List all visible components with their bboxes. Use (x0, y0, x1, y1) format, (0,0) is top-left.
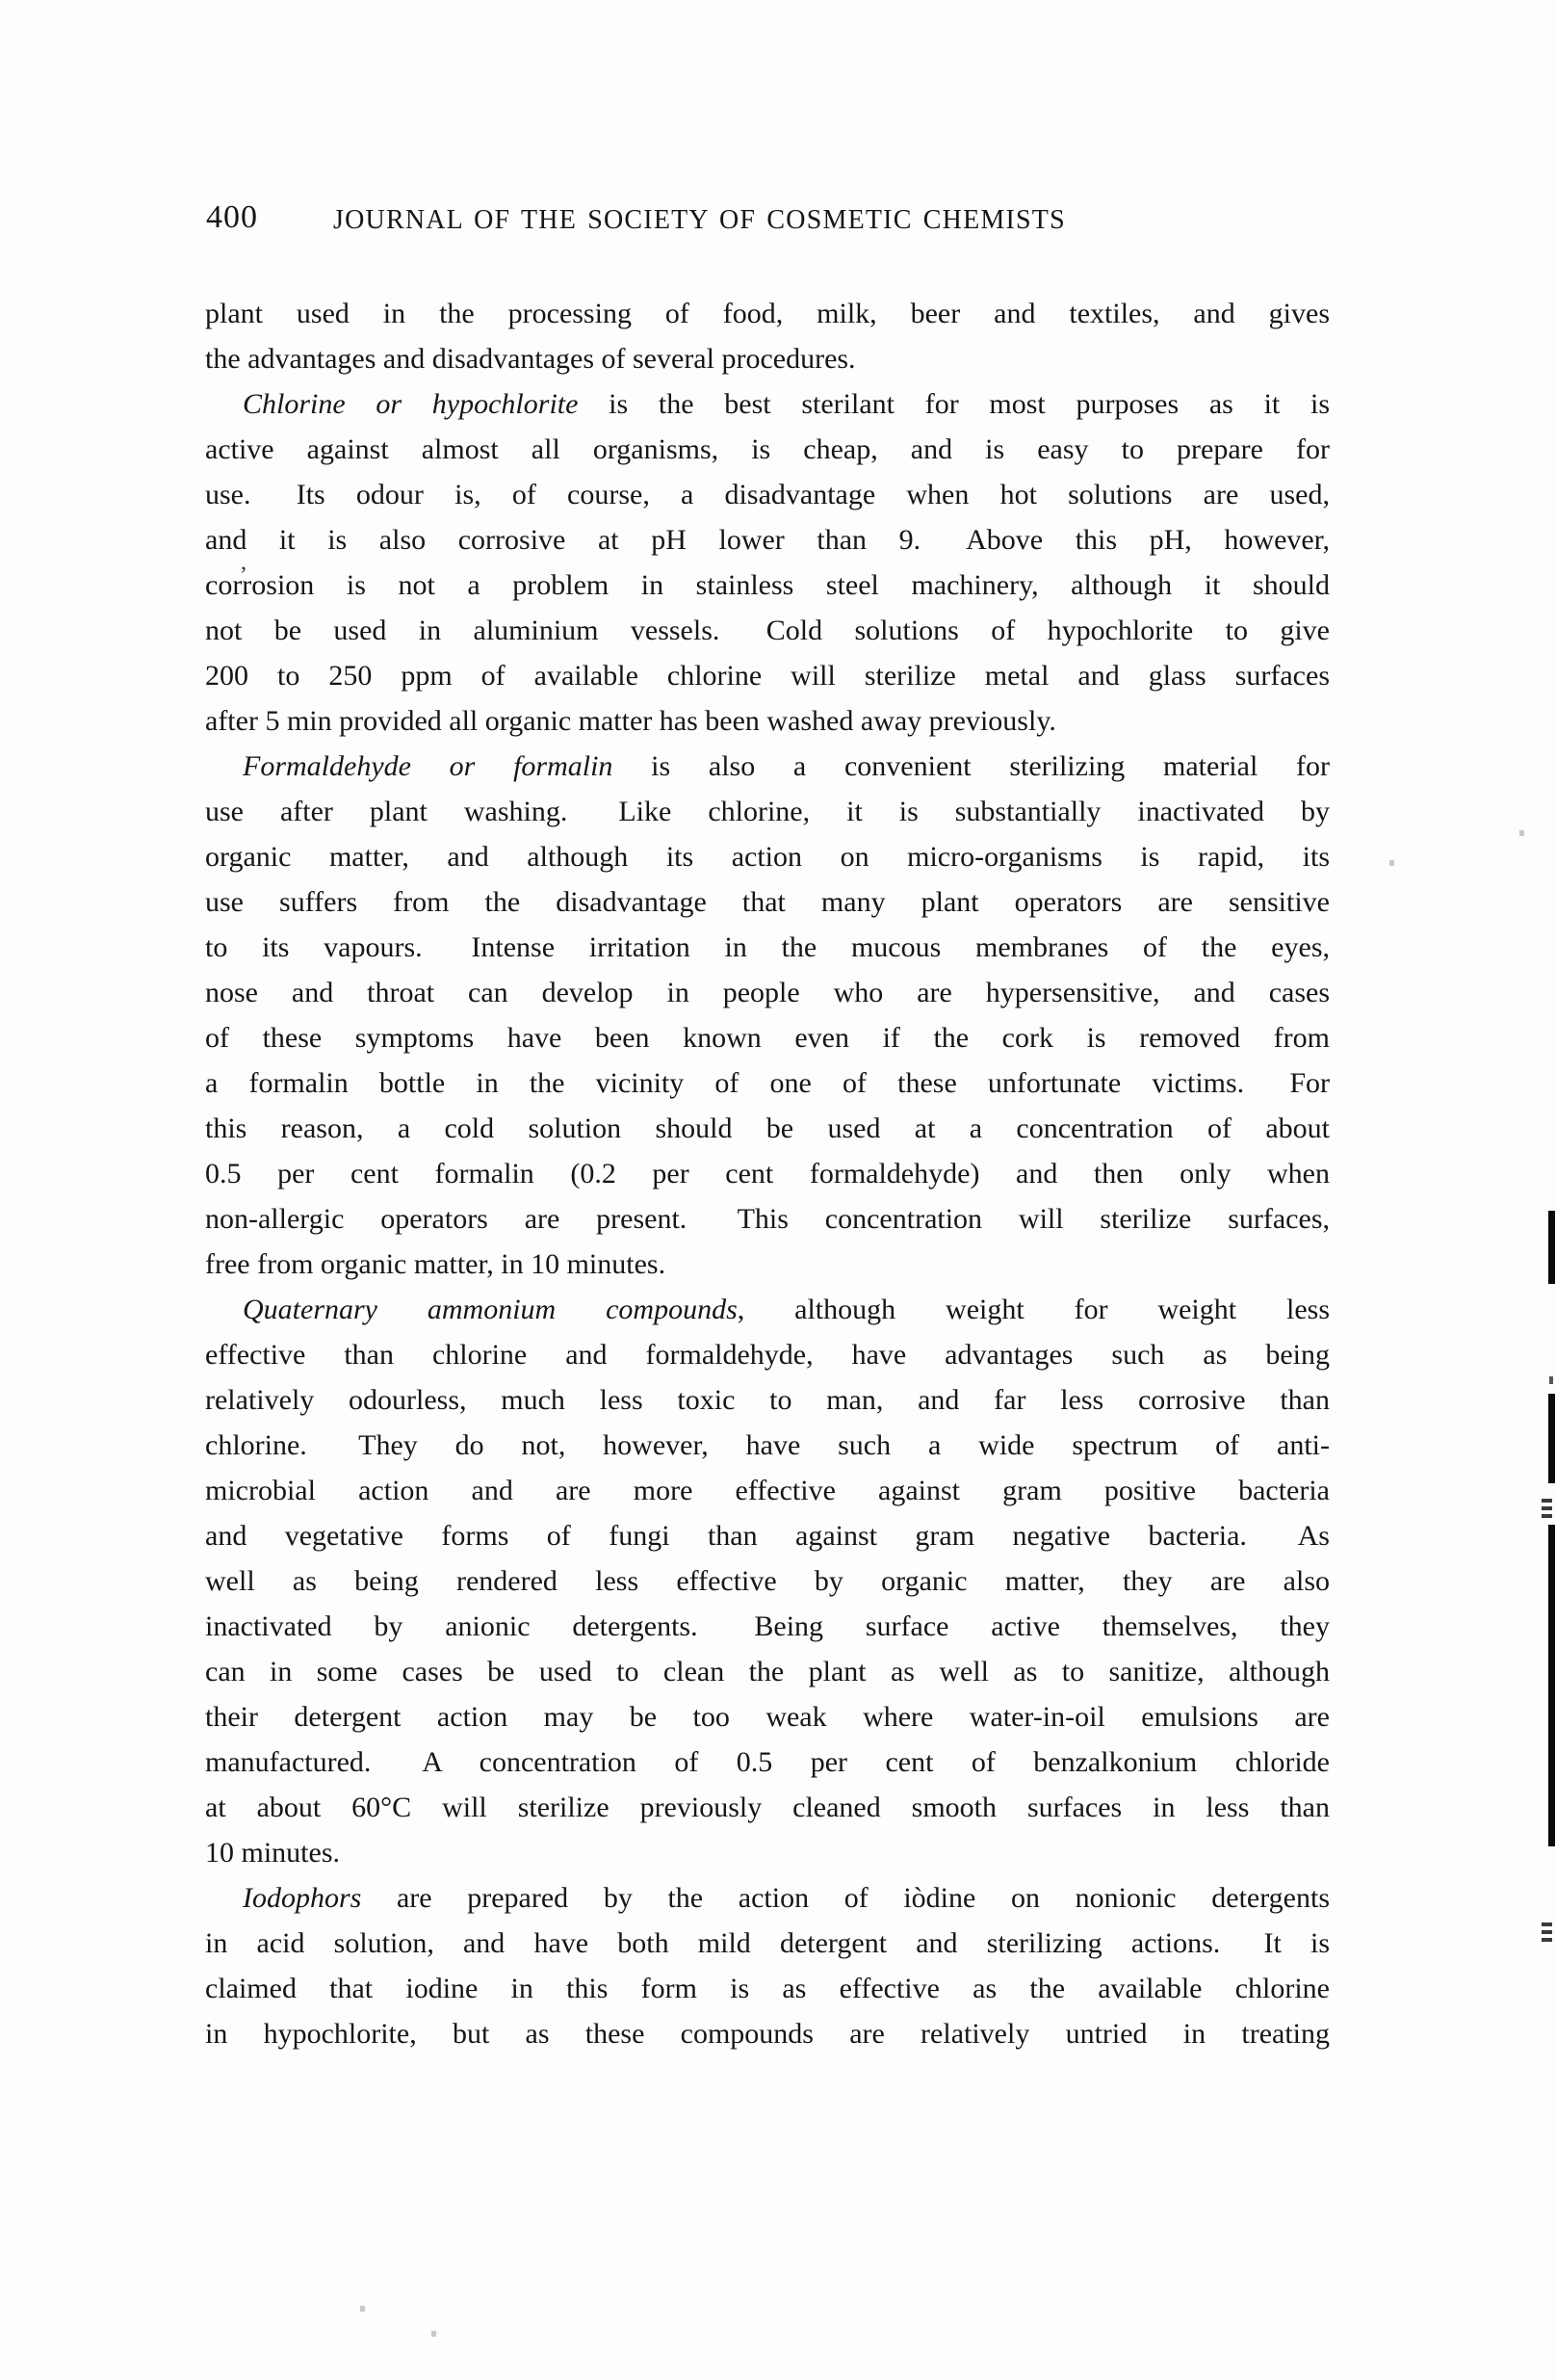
text-line: at about 60°C will sterilize previously cleaned smooth surfaces in less than (205, 1792, 1330, 1823)
text-line (205, 1287, 1330, 1332)
text-line (205, 381, 1330, 427)
scan-edge-tick (1549, 1376, 1553, 1384)
scan-dash (1542, 1930, 1552, 1934)
italic-lead-term: Formaldehyde or formalin (243, 750, 613, 782)
italic-lead-term: Quaternary ammonium compounds (243, 1294, 738, 1325)
text-line: after 5 min provided all organic matter has been washed away previously. (205, 705, 1056, 737)
text-line: to its vapours. Intense irritation in the mucous membranes of the eyes, (205, 931, 1330, 963)
text-line: 200 to 250 ppm of available chlorine will sterilize metal and glass surfaces (205, 660, 1330, 692)
article-body (205, 291, 1330, 2056)
text-line (205, 1875, 1330, 1921)
line-text: is also a convenient sterilizing material for (612, 750, 1330, 782)
scan-dash (1542, 1499, 1552, 1503)
scan-speck (360, 2306, 365, 2312)
text-line: this reason, a cold solution should be used at a concentration of about (205, 1112, 1330, 1144)
italic-lead-term: Iodophors (243, 1882, 362, 1914)
scan-speck (431, 2331, 436, 2337)
line-text: , although weight for weight less (737, 1294, 1330, 1325)
text-line: plant used in the processing of food, milk, beer and textiles, and gives (205, 298, 1330, 329)
scan-dash-marks (1542, 1499, 1553, 1522)
text-line: 10 minutes. (205, 1837, 340, 1869)
text-line: non-allergic operators are present. This concentration will sterilize surfaces, (205, 1203, 1330, 1235)
text-line: and it is also corrosive at pH lower than 9. Above this pH, however, (205, 524, 1330, 556)
scan-dash (1542, 1922, 1552, 1926)
text-line: active against almost all organisms, is cheap, and is easy to prepare for (205, 433, 1330, 465)
journal-title: JOURNAL OF THE SOCIETY OF COSMETIC CHEMISTS (333, 205, 1066, 235)
text-line: their detergent action may be too weak where water-in-oil emulsions are (205, 1701, 1330, 1733)
text-line: free from organic matter, in 10 minutes. (205, 1248, 666, 1280)
text-line: a formalin bottle in the vicinity of one of these unfortunate victims. For (205, 1067, 1330, 1099)
text-line: corrosion is not a problem in stainless steel machinery, although it should (205, 569, 1330, 601)
italic-lead-term: Chlorine or hypochlorite (243, 388, 579, 420)
text-line: inactivated by anionic detergents. Being surface active themselves, they (205, 1610, 1330, 1642)
text-line: in acid solution, and have both mild detergent and sterilizing actions. It is (205, 1927, 1330, 1959)
text-line: can in some cases be used to clean the plant as well as to sanitize, although (205, 1656, 1330, 1687)
text-line: claimed that iodine in this form is as effective as the available chlorine (205, 1973, 1330, 2004)
text-line: the advantages and disadvantages of several procedures. (205, 343, 856, 375)
scan-edge-bar (1548, 1525, 1555, 1846)
scan-speck (1389, 860, 1394, 866)
text-line: not be used in aluminium vessels. Cold solutions of hypochlorite to give (205, 615, 1330, 646)
scan-edge-bar (1548, 1211, 1555, 1284)
scan-dash (1542, 1938, 1552, 1942)
text-line: organic matter, and although its action on micro-organisms is rapid, its (205, 841, 1330, 873)
scan-edge-bar (1548, 1394, 1555, 1483)
text-line: in hypochlorite, but as these compounds are relatively untried in treating (205, 2018, 1330, 2050)
text-line (205, 744, 1330, 789)
text-line: microbial action and are more effective against gram positive bacteria (205, 1475, 1330, 1506)
text-line: nose and throat can develop in people who are hypersensitive, and cases (205, 977, 1330, 1008)
text-line: well as being rendered less effective by organic matter, they are also (205, 1565, 1330, 1597)
text-line: use after plant washing. Like chlorine, it is substantially inactivated by (205, 796, 1330, 827)
scan-speck (1519, 830, 1524, 836)
text-line: relatively odourless, much less toxic to man, and far less corrosive than (205, 1384, 1330, 1416)
line-text: is the best sterilant for most purposes as it is (578, 388, 1330, 420)
text-line: effective than chlorine and formaldehyde, have advantages such as being (205, 1339, 1330, 1371)
text-line: use suffers from the disadvantage that many plant operators are sensitive (205, 886, 1330, 918)
text-line: and vegetative forms of fungi than against gram negative bacteria. As (205, 1520, 1330, 1552)
text-line: manufactured. A concentration of 0.5 per cent of benzalkonium chloride (205, 1746, 1330, 1778)
text-line: of these symptoms have been known even if the cork is removed from (205, 1022, 1330, 1054)
stray-comma-mark: , (241, 550, 246, 575)
text-line: chlorine. They do not, however, have such a wide spectrum of anti- (205, 1429, 1330, 1461)
text-line: use. Its odour is, of course, a disadvantage when hot solutions are used, (205, 479, 1330, 510)
scan-dash-marks (1542, 1922, 1553, 1946)
scan-dash (1542, 1506, 1552, 1510)
page-number: 400 (206, 199, 258, 235)
line-text: are prepared by the action of iòdine on nonionic detergents (361, 1882, 1330, 1914)
text-line: 0.5 per cent formalin (0.2 per cent formaldehyde) and then only when (205, 1158, 1330, 1190)
scan-dash (1542, 1514, 1552, 1518)
